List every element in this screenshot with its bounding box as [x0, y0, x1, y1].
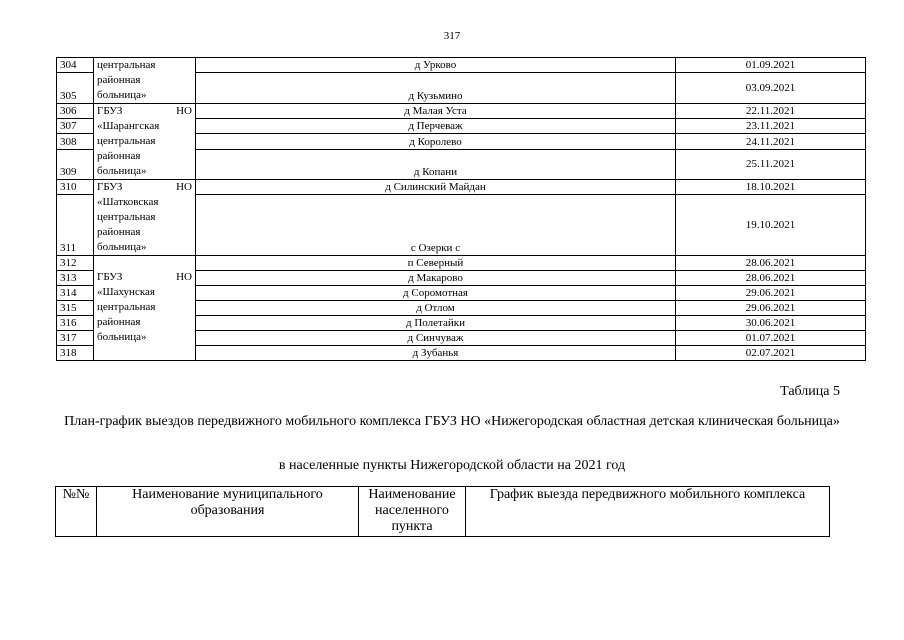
row-number: 314	[57, 286, 94, 301]
place-name: д Перчеваж	[196, 119, 676, 134]
org-word: ГБУЗ	[97, 181, 123, 193]
place-name: д Отлом	[196, 301, 676, 316]
visit-date: 19.10.2021	[676, 195, 866, 256]
org-line	[97, 270, 192, 285]
visit-date: 24.11.2021	[676, 134, 866, 149]
table-subtitle: в населенные пункты Нижегородской области на 2021 год	[278, 458, 626, 473]
visit-date: 29.06.2021	[676, 286, 866, 301]
place-name: д Копани	[196, 149, 676, 179]
row-number: 313	[57, 271, 94, 286]
org-cell-urenskaya	[94, 58, 196, 104]
place-name: д Королево	[196, 134, 676, 149]
schedule-table-header	[55, 486, 830, 537]
org-line: больница»	[97, 89, 147, 101]
org-word: НО	[176, 271, 192, 283]
place-name: д Соромотная	[196, 286, 676, 301]
org-cell-shakhunskaya	[94, 256, 196, 361]
row-number: 317	[57, 331, 94, 346]
org-line: районная	[97, 316, 141, 328]
org-line: больница»	[97, 165, 147, 177]
header-settlement: Наименование населенного пункта	[359, 487, 466, 537]
visit-date: 28.06.2021	[676, 271, 866, 286]
table-row	[57, 180, 866, 195]
org-line: центральная	[97, 301, 156, 313]
header-schedule: График выезда передвижного мобильного комплекса	[466, 487, 830, 537]
visit-date: 03.09.2021	[676, 73, 866, 104]
org-word: НО	[176, 105, 192, 117]
schedule-table-continued	[56, 57, 866, 361]
org-line: больница»	[97, 331, 147, 343]
visit-date: 23.11.2021	[676, 119, 866, 134]
visit-date: 25.11.2021	[676, 149, 866, 179]
org-line: центральная	[97, 135, 156, 147]
header-number: №№	[56, 487, 97, 537]
org-line: центральная	[97, 211, 156, 223]
place-name: д Синчуваж	[196, 331, 676, 346]
org-cell-shatkovskaya	[94, 180, 196, 256]
row-number: 306	[57, 104, 94, 119]
org-word: ГБУЗ	[97, 105, 123, 117]
place-name: д Урково	[196, 58, 676, 73]
org-line: больница»	[97, 241, 147, 253]
visit-date: 18.10.2021	[676, 180, 866, 195]
row-number: 312	[57, 256, 94, 271]
row-number: 310	[57, 180, 94, 195]
org-line: районная	[97, 74, 141, 86]
row-number: 305	[57, 73, 94, 104]
place-name: д Кузьмино	[196, 73, 676, 104]
place-name: д Зубанья	[196, 346, 676, 361]
table-title: План-график выездов передвижного мобильного комплекса ГБУЗ НО «Нижегородская областная детская клиническая больница»	[64, 414, 840, 429]
org-word: НО	[176, 181, 192, 193]
row-number: 318	[57, 346, 94, 361]
org-word: ГБУЗ	[97, 271, 123, 283]
visit-date: 22.11.2021	[676, 104, 866, 119]
place-name: с Озерки с	[196, 195, 676, 256]
place-name: д Силинский Майдан	[196, 180, 676, 195]
visit-date: 01.07.2021	[676, 331, 866, 346]
page-number: 317	[443, 30, 461, 42]
row-number: 304	[57, 58, 94, 73]
table-label: Таблица 5	[780, 384, 840, 399]
table-row	[57, 58, 866, 73]
org-line: «Шатковская	[97, 196, 159, 208]
org-cell-sharangskaya	[94, 104, 196, 180]
place-name: п Северный	[196, 256, 676, 271]
row-number: 308	[57, 134, 94, 149]
table-row	[57, 256, 866, 271]
row-number: 316	[57, 316, 94, 331]
org-line: центральная	[97, 59, 156, 71]
place-name: д Макарово	[196, 271, 676, 286]
place-name: д Полетайки	[196, 316, 676, 331]
row-number: 309	[57, 149, 94, 179]
row-number: 311	[57, 195, 94, 256]
row-number: 315	[57, 301, 94, 316]
org-line: «Шарангская	[97, 120, 160, 132]
row-number: 307	[57, 119, 94, 134]
visit-date: 02.07.2021	[676, 346, 866, 361]
org-line	[97, 104, 192, 119]
visit-date: 29.06.2021	[676, 301, 866, 316]
org-line: районная	[97, 226, 141, 238]
org-line	[97, 180, 192, 195]
place-name: д Малая Уста	[196, 104, 676, 119]
org-line: «Шахунская	[97, 286, 155, 298]
visit-date: 30.06.2021	[676, 316, 866, 331]
visit-date: 28.06.2021	[676, 256, 866, 271]
visit-date: 01.09.2021	[676, 58, 866, 73]
org-line: районная	[97, 150, 141, 162]
table-row	[57, 104, 866, 119]
header-municipality: Наименование муниципального образования	[97, 487, 359, 537]
